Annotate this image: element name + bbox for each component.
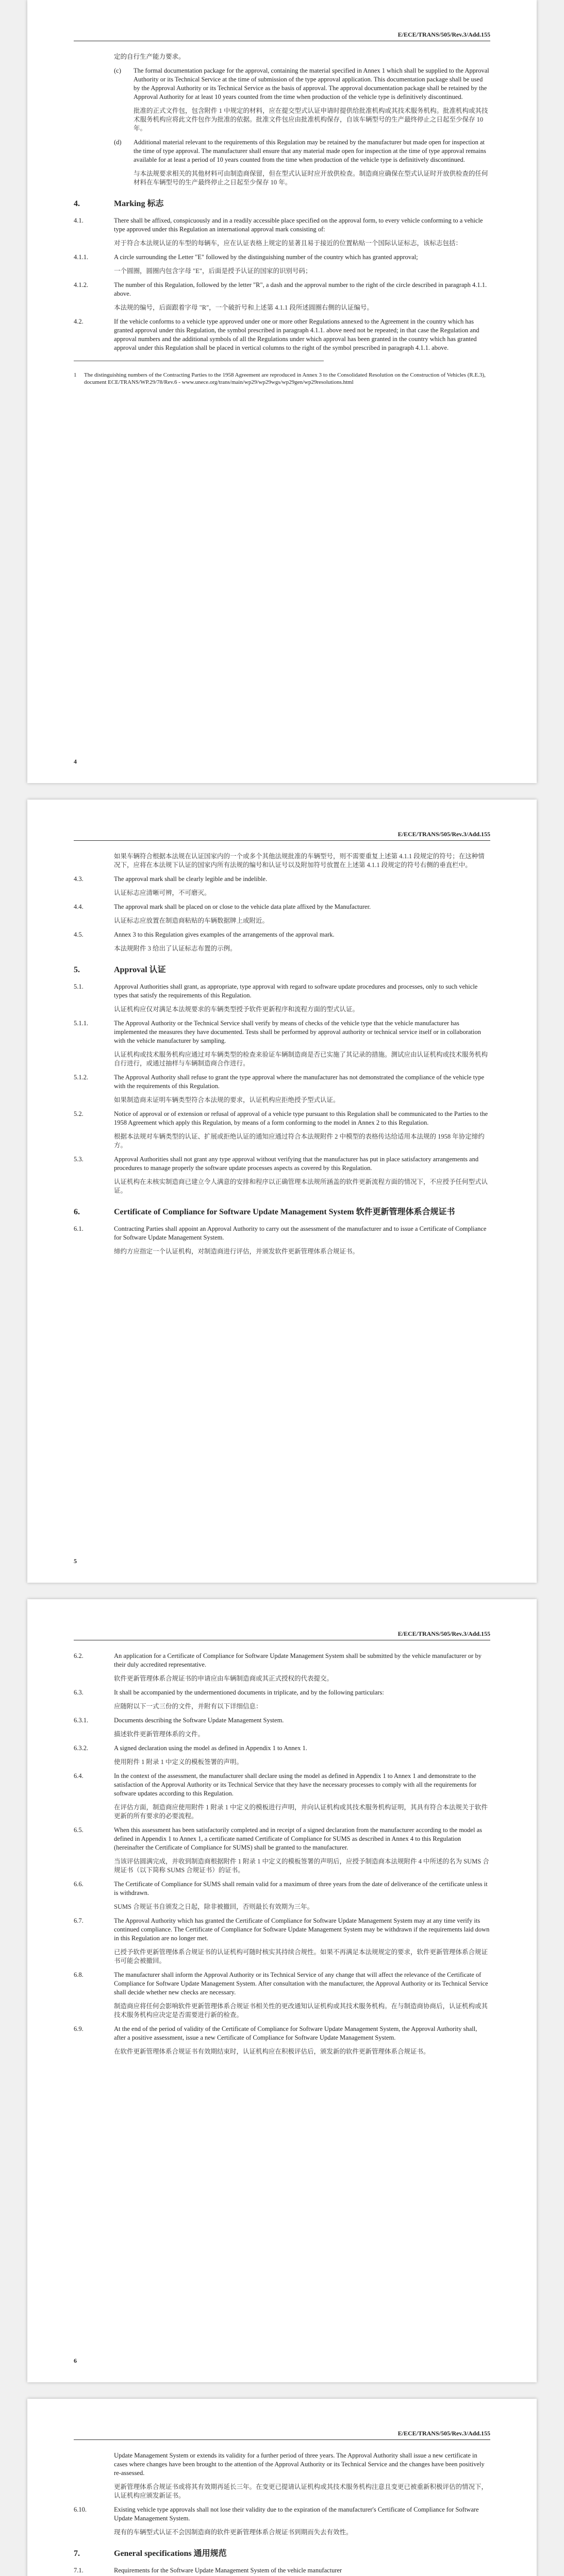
- clause-number: 4.3.: [74, 875, 84, 883]
- clause-number: 5.1.2.: [74, 1074, 89, 1081]
- clause-number: [74, 1903, 114, 1911]
- clause-text: Additional material relevant to the requirements of this Regulation may be retained by the manufacturer but made open for inspection at the time of type approval. The manufacturer shall ensure that any material made open for inspection at the time of type approval remains available for at least a period of 10 years counted from the time when production of the vehicle type is definitively discontinued.: [134, 139, 486, 163]
- clause-number: 4.1.1.: [74, 253, 89, 261]
- clause-number: 6.9.: [74, 2025, 84, 2032]
- section-number: 7.: [74, 2549, 80, 2558]
- clause: [74, 1917, 490, 1943]
- clause-number: 6.7.: [74, 1917, 84, 1924]
- clause-text: Existing vehicle type approvals shall not lose their validity due to the expiration of the manufacturer's Certificate of Compliance for Software Update Management System.: [114, 2506, 479, 2522]
- clause-text: Contracting Parties shall appoint an Approval Authority to carry out the assessment of the manufacturer and to issue a Certificate of Compliance for Software Update Management System.: [114, 1225, 487, 1241]
- chinese-translation: [74, 1674, 490, 1683]
- clause-number: [74, 2528, 114, 2537]
- document-page: [27, 0, 537, 783]
- clause-text: The approval mark shall be placed on or close to the vehicle data plate affixed by the Manufacturer.: [114, 903, 371, 910]
- clause-text: Documents describing the Software Update Management System.: [114, 1717, 284, 1724]
- clause-text: Requirements for the Software Update Management System of the vehicle manufacturer: [114, 2567, 342, 2574]
- section-title: Marking 标志: [114, 199, 164, 208]
- clause-number: 4.4.: [74, 903, 84, 910]
- clause-number: [74, 917, 114, 925]
- clause: [74, 1880, 490, 1897]
- clause: [74, 1716, 490, 1725]
- clause-text: 如果制造商未证明车辆类型符合本法规的要求，认证机构应拒绝授予型式认证。: [114, 1096, 340, 1104]
- page-number: 5: [74, 1557, 77, 1565]
- clause-number: [74, 2483, 114, 2500]
- clause-text: An application for a Certificate of Compliance for Software Update Management System shall be submitted by the vehicle manufacturer or by their duly accredited representative.: [114, 1652, 482, 1668]
- header-rule: [74, 840, 490, 841]
- running-header: E/ECE/TRANS/505/Rev.3/Add.155: [397, 2430, 490, 2437]
- clause: [74, 1688, 490, 1697]
- chinese-translation: [74, 944, 490, 953]
- clause-number: [74, 1096, 114, 1105]
- clause-text: The Approval Authority or the Technical Service shall verify by means of checks of the vehicle type that the vehicle manufacturer has implemented the measures they have documented. Tests shall be performed by approval authority or technical service itself or in collaboration with the vehicle manufacturer by sampling.: [114, 1020, 481, 1044]
- clause-text: A circle surrounding the Letter "E" followed by the distinguishing number of the country which has granted approval;: [114, 253, 418, 261]
- chinese-translation: [74, 1247, 490, 1256]
- clause-text: In the context of the assessment, the manufacturer shall declare using the model as defined in Appendix 1 to Annex 1 and demonstrate to the satisfaction of the Approval Authority or its Technical Service that they have the necessary processes to comply with all the requirements for software updates according to this Regulation.: [114, 1772, 477, 1797]
- clause-number: 6.2.: [74, 1652, 84, 1659]
- clause-number: [74, 1758, 114, 1767]
- clause-text: 更新管理体系合规证书或将其有效期再延长三年。在变更已提请认证机构或其技术服务机构注意且变更已被重新积极评估的情况下，认证机构应颁发新证书。: [114, 2483, 488, 2499]
- clause-number: 5.3.: [74, 1156, 84, 1163]
- clause-number: [74, 1730, 114, 1739]
- clause-number: 6.3.1.: [74, 1717, 89, 1724]
- clause-text: 与本法规要求相关的其他材料可由制造商保留，但在型式认证时应开放供检查。制造商应确保在型式认证时开放供检查的任何材料在车辆型号的生产最终停止之日起至少保存 10 年。: [134, 170, 488, 186]
- clause: [74, 1155, 490, 1173]
- clause-text: 认证标志应清晰可辨，不可磨灭。: [114, 889, 211, 896]
- clause: [74, 930, 490, 939]
- clause-number: [74, 1050, 114, 1068]
- clause-text: 应随附以下一式三份的文件，并附有以下详细信息：: [114, 1703, 262, 1710]
- clause-number: [74, 1702, 114, 1711]
- clause-number: [74, 1132, 114, 1150]
- clause-number: [74, 1674, 114, 1683]
- clause: [74, 281, 490, 298]
- clause-text: 本法规的编号，后面跟着字母 "R"，一个破折号和上述第 4.1.1 段所述圆圈右侧的认证编号。: [114, 304, 373, 311]
- clause: [74, 138, 490, 164]
- clause: [74, 317, 490, 352]
- clause-text: 对于符合本法规认证的车型的每辆车，应在认证表格上规定的显著且易于接近的位置粘贴一个国际认证标志，该标志包括：: [114, 240, 462, 247]
- clause-number: [74, 889, 114, 897]
- clause-text: 根据本法规对车辆类型的认证、扩展或拒绝认证的通知应通过符合本法规附件 2 中模型的表格传达给适用本法规的 1958 年协定缔约方。: [114, 1133, 485, 1149]
- clause: [74, 1744, 490, 1753]
- clause: [74, 1225, 490, 1242]
- clause-number: [74, 1247, 114, 1256]
- clause-text: 一个圆圈，圆圈内包含字母 "E"，后面是授予认证的国家的识别号码；: [114, 267, 312, 275]
- chinese-translation: [74, 1132, 490, 1150]
- clause-text: 制造商应将任何会影响软件更新管理体系合规证书相关性的更改通知认证机构或其技术服务机构。在与制造商协商后，认证机构或其技术服务机构应决定是否需要进行新的检查。: [114, 2003, 488, 2019]
- chinese-translation: [74, 2528, 490, 2537]
- clause: [74, 1019, 490, 1045]
- clause: [74, 1110, 490, 1127]
- chinese-translation: [74, 1730, 490, 1739]
- clause-text: 认证机构在未核实制造商已建立令人满意的安排和程序以正确管理本法规所涵盖的软件更新流程方面的情况下，不应授予任何型式认证。: [114, 1178, 488, 1194]
- chinese-translation: [74, 107, 490, 133]
- chinese-translation: [74, 1096, 490, 1105]
- clause-number: 5.1.: [74, 983, 84, 990]
- chinese-translation: [74, 2483, 490, 2500]
- clause-text: 软件更新管理体系合规证书的申请应由车辆制造商或其正式授权的代表提交。: [114, 1675, 334, 1682]
- section-number: 4.: [74, 199, 80, 208]
- footnote-rule: [74, 361, 324, 364]
- clause: [74, 903, 490, 911]
- section-number: 5.: [74, 965, 80, 974]
- clause-number: [74, 138, 114, 164]
- clause-number: [74, 303, 114, 312]
- section-number: 6.: [74, 1208, 80, 1216]
- clause: [74, 1971, 490, 1997]
- chinese-translation: [74, 303, 490, 312]
- clause-text: 现有的车辆型式认证不会因制造商的软件更新管理体系合规证书到期而失去有效性。: [114, 2529, 353, 2536]
- clause: [74, 2505, 490, 2523]
- clause-text: The manufacturer shall inform the Approval Authority or its Technical Service of any change that will affect the relevance of the Certificate of Compliance for Software Update Management System. After consultation with the manufacturer, the Approval Authority or its Technical Service shall decide whether new checks are necessary.: [114, 1971, 488, 1996]
- clause-number: 4.1.: [74, 217, 84, 224]
- clause-number: [74, 944, 114, 953]
- clause-number: [74, 2002, 114, 2020]
- page-number: 6: [74, 2357, 77, 2364]
- clause-number: 6.3.2.: [74, 1744, 89, 1752]
- section-heading: [74, 2548, 490, 2559]
- chinese-translation: [74, 1050, 490, 1068]
- page-number: 4: [74, 758, 77, 765]
- clause-number: 4.1.2.: [74, 281, 89, 289]
- clause: [74, 1652, 490, 1669]
- clause: [74, 982, 490, 1000]
- footnote-marker: 1: [74, 372, 77, 378]
- clause-number: [74, 1948, 114, 1965]
- clause-subitem: [114, 107, 134, 133]
- clause: [74, 1826, 490, 1852]
- clause-text: Approval Authorities shall not grant any type approval without verifying that the manufacturer has put in place satisfactory arrangements and procedures to manage properly the software update processes aspects as covered by this Regulation.: [114, 1156, 479, 1172]
- chinese-translation: [74, 2002, 490, 2020]
- clause-number: [74, 1857, 114, 1875]
- clause-text: Approval Authorities shall grant, as appropriate, type approval with regard to software update procedures and processes, only to such vehicle types that satisfy the requirements of this Regulation.: [114, 983, 478, 999]
- running-header: E/ECE/TRANS/505/Rev.3/Add.155: [397, 31, 490, 38]
- clause: [74, 1772, 490, 1798]
- chinese-translation: [74, 1702, 490, 1711]
- clause-text: Update Management System or extends its validity for a further period of three years. The Approval Authority shall issue a new certificate in cases where changes have been brought to the attention of the Approval Authority or its Technical Service and the changes have been positively re-assessed.: [114, 2452, 485, 2477]
- clause-number: 6.10.: [74, 2506, 87, 2513]
- clause-text: 认证机构应仅对满足本法规要求的车辆类型授予软件更新程序和流程方面的型式认证。: [114, 1006, 359, 1013]
- chinese-translation: [74, 1178, 490, 1195]
- footnote: [74, 371, 490, 386]
- clause: [74, 66, 490, 101]
- clause-text: 缔约方应指定一个认证机构，对制造商进行评估，并颁发软件更新管理体系合规证书。: [114, 1248, 359, 1255]
- section-title: Approval 认证: [114, 965, 166, 974]
- document-page: [27, 800, 537, 1583]
- clause-text: 已授予软件更新管理体系合规证书的认证机构可随时核实其持续合规性。如果不再满足本法规规定的要求，软件更新管理体系合规证书可能会被撤回。: [114, 1948, 488, 1964]
- document-page: [27, 1599, 537, 2382]
- clause-subitem: [114, 170, 134, 187]
- section-title: General specifications 通用规范: [114, 2549, 227, 2558]
- section-title: Certificate of Compliance for Software Update Management System 软件更新管理体系合规证书: [114, 1208, 455, 1216]
- clause-text: 当该评估圆满完成，并收到制造商根据附件 1 附录 1 中定义的模板签署的声明后，应授予制造商本法规附件 4 中所述的名为 SUMS 合规证书（以下简称 SUMS 合规证书）的证书。: [114, 1858, 489, 1874]
- document-page: [27, 2399, 537, 2576]
- clause-text: 本法规附件 3 给出了认证标志布置的示例。: [114, 945, 237, 952]
- clause-text: A signed declaration using the model as defined in Appendix 1 to Annex 1.: [114, 1744, 307, 1752]
- chinese-translation: [74, 1005, 490, 1014]
- clause-number: 6.3.: [74, 1689, 84, 1696]
- clause-text: At the end of the period of validity of the Certificate of Compliance for Software Update Management System, the Approval Authority shall, after a positive assessment, issue a new Certificate of Compliance for Software Update Management System.: [114, 2025, 477, 2041]
- clause-number: 5.1.1.: [74, 1020, 89, 1027]
- clause-number: [74, 107, 114, 133]
- clause-number: [74, 2047, 114, 2056]
- section-heading: [74, 964, 490, 975]
- clause-number: [74, 2451, 114, 2478]
- footnote-text: The distinguishing numbers of the Contracting Parties to the 1958 Agreement are reproduced in Annex 3 to the Consolidated Resolution on the Construction of Vehicles (R.E.3), document ECE/TRANS/WP.29/78/Rev.6 - www.unece.org/trans/main/wp29/wp29wgs/wp29gen/wp29resolutions.html: [84, 372, 486, 385]
- clause-text: SUMS 合规证书自颁发之日起，除非被撤回，否则最长有效期为三年。: [114, 1903, 314, 1910]
- clause-number: 6.8.: [74, 1971, 84, 1978]
- clause-text: When this assessment has been satisfactorily completed and in receipt of a signed declaration from the manufacturer according to the model as defined in Appendix 1 to Annex 1, a certificate named Certificate of Compliance for SUMS as described in Annex 4 to this Regulation (hereinafter the Certificate of Compliance for SUMS) shall be granted to the manufacturer.: [114, 1826, 482, 1851]
- clause-number: [74, 170, 114, 187]
- section-heading: [74, 198, 490, 209]
- running-header: E/ECE/TRANS/505/Rev.3/Add.155: [397, 831, 490, 838]
- clause-text: The formal documentation package for the approval, containing the material specified in Annex 1 which shall be supplied to the Approval Authority or its Technical Service at the time of submission of the type approval application. This documentation package shall be used by the Approval Authority or its Technical Service as the basis of approval. The approval documentation package shall be retained by the Approval Authority for at least 10 years counted from the time when production of the vehicle type is definitively discontinued.: [134, 67, 489, 100]
- clause-text: 描述软件更新管理体系的文件。: [114, 1731, 205, 1738]
- clause-number: [74, 1803, 114, 1821]
- clause-text: The number of this Regulation, followed by the letter "R", a dash and the approval number to the right of the circle described in paragraph 4.1.1. above.: [114, 281, 487, 297]
- clause: [74, 2025, 490, 2042]
- clause-text: Annex 3 to this Regulation gives examples of the arrangements of the approval mark.: [114, 931, 335, 938]
- clause-text: 在软件更新管理体系合规证书有效期结束时，认证机构应在积极评估后，颁发新的软件更新管理体系合规证书。: [114, 2048, 430, 2055]
- chinese-translation: [74, 267, 490, 276]
- clause-number: [74, 1178, 114, 1195]
- clause-number: [74, 239, 114, 248]
- chinese-translation: [74, 1803, 490, 1821]
- clause-text: 批准的正式文件包，包含附件 1 中规定的材料，应在提交型式认证申请时提供给批准机构或其技术服务机构。批准机构或其技术服务机构应将此文件包作为批准的依据。批准文件包应由批准机构保存，自该车辆型号的生产最终停止之日起至少保存 10 年。: [134, 107, 488, 132]
- clause: [74, 1073, 490, 1091]
- running-header: E/ECE/TRANS/505/Rev.3/Add.155: [397, 1630, 490, 1637]
- clause-text: The approval mark shall be clearly legible and be indelible.: [114, 875, 268, 883]
- clause-number: 4.5.: [74, 931, 84, 938]
- clause-number: [74, 66, 114, 101]
- clause-subitem: (c): [114, 67, 121, 74]
- paragraph: 定的自行生产能力要求。: [114, 53, 185, 60]
- clause-text: 在评估方面，制造商应使用附件 1 附录 1 中定义的模板进行声明，并向认证机构或其技术服务机构证明，其具有符合本法规关于软件更新的所有要求的必要流程。: [114, 1804, 488, 1820]
- clause-text: The Approval Authority which has granted the Certificate of Compliance for Software Update Management System may at any time verify its continued compliance. The Certificate of Compliance for Software Update Management System may be withdrawn if the requirements laid down in this Regulation are no longer met.: [114, 1917, 490, 1942]
- clause-text: 如果车辆符合根据本法规在认证国家内的一个或多个其他法规批准的车辆型号，则不需要重复上述第 4.1.1 段规定的符号；在这种情况下，应将在本法规下认证的国家内所有法规的编号和认证号以及附加符号放置在上述第 4.1.1 段规定的符号右侧的垂直栏中。: [114, 853, 485, 869]
- clause-text: The Approval Authority shall refuse to grant the type approval where the manufacturer has not demonstrated the compliance of the vehicle type with the requirements of this Regulation.: [114, 1074, 485, 1090]
- header-rule: [74, 2439, 490, 2440]
- clause: [74, 875, 490, 884]
- clause-number: 6.6.: [74, 1880, 84, 1888]
- chinese-translation: [74, 917, 490, 925]
- clause: [74, 2451, 490, 2478]
- clause-text: The Certificate of Compliance for SUMS shall remain valid for a maximum of three years from the date of deliverance of the certificate unless it is withdrawn.: [114, 1880, 488, 1896]
- clause-number: 6.5.: [74, 1826, 84, 1834]
- chinese-translation: [74, 1948, 490, 1965]
- clause-number: 4.2.: [74, 318, 84, 325]
- chinese-translation: [74, 1857, 490, 1875]
- chinese-translation: [74, 2047, 490, 2056]
- clause-text: 使用附件 1 附录 1 中定义的模板签署的声明。: [114, 1758, 243, 1766]
- clause: [74, 216, 490, 234]
- clause-number: 6.1.: [74, 1225, 84, 1232]
- clause-number: [74, 267, 114, 276]
- clause-number: [74, 852, 114, 870]
- chinese-translation: [74, 170, 490, 187]
- clause-text: It shall be accompanied by the undermentioned documents in triplicate, and by the following particulars:: [114, 1689, 384, 1696]
- clause: [74, 253, 490, 262]
- chinese-translation: [74, 889, 490, 897]
- clause: [74, 2566, 490, 2575]
- clause-number: 5.2.: [74, 1110, 84, 1117]
- chinese-translation: [74, 239, 490, 248]
- chinese-translation: [74, 852, 490, 870]
- clause-text: Notice of approval or of extension or refusal of approval of a vehicle type pursuant to this Regulation shall be communicated to the Parties to the 1958 Agreement which apply this Regulation, by means of a form conforming to the model in Annex 2 to this Regulation.: [114, 1110, 488, 1126]
- clause-text: 认证标志应放置在制造商粘贴的车辆数据牌上或附近。: [114, 917, 269, 924]
- clause-subitem: (d): [114, 139, 122, 146]
- clause-number: [74, 1005, 114, 1014]
- clause-text: If the vehicle conforms to a vehicle type approved under one or more other Regulations annexed to the Agreement in the country which has granted approval under this Regulation, the symbol prescribed in paragraph 4.1.1. above need not be repeated; in that case the Regulation and approval numbers and the additional symbols of all the Regulations under which approval has been granted in the country which has granted approval under this Regulation shall be placed in vertical columns to the right of the symbol prescribed in paragraph 4.1.1. above.: [114, 318, 479, 351]
- section-heading: [74, 1207, 490, 1217]
- chinese-translation: [74, 1758, 490, 1767]
- clause-text: There shall be affixed, conspicuously and in a readily accessible place specified on the approval form, to every vehicle conforming to a vehicle type approved under this Regulation an international approval mark consisting of:: [114, 217, 483, 233]
- chinese-translation: [74, 1903, 490, 1911]
- clause-number: 7.1.: [74, 2567, 84, 2574]
- clause-number: 6.4.: [74, 1772, 84, 1780]
- clause-text: 认证机构或技术服务机构应通过对车辆类型的检查来验证车辆制造商是否已实施了其记录的措施。测试应由认证机构或技术服务机构自行进行，或通过抽样与车辆制造商合作进行。: [114, 1051, 488, 1067]
